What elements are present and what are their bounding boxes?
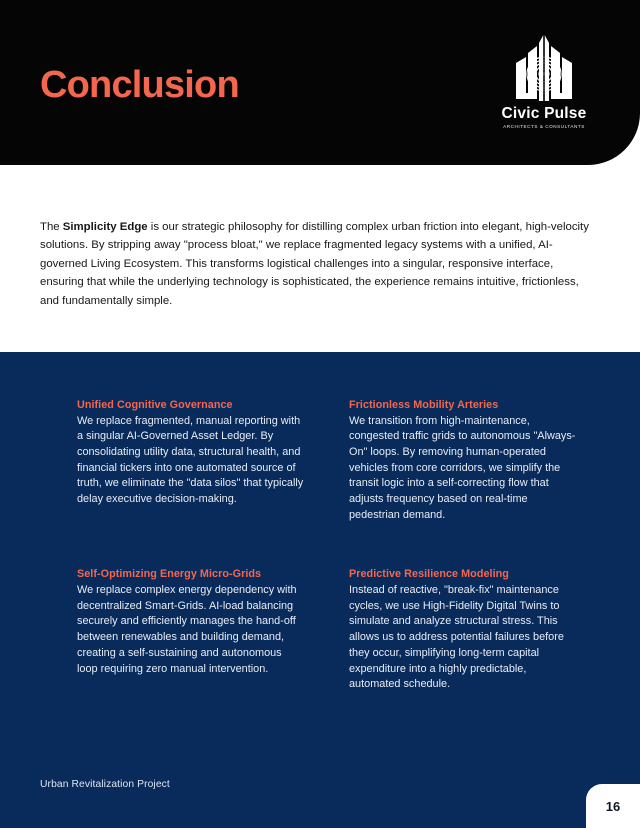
pillar-card-title: Frictionless Mobility Arteries [349,399,499,411]
page-number-badge [586,784,640,828]
intro-body-text: is our strategic philosophy for distilling complex urban friction into elegant, high-velocity solutions. By stripping away "process bloat," we replace fragmented legacy systems with a unified, AI-governed Living Ecosystem. This transforms logistical challenges into a singular, responsive interface, ensuring that while the underlying technology is sophisticated, the experience remains intuitive, frictionless, and fundamentally simple. [40,221,589,307]
intro-paragraph [40,218,594,310]
logo-tagline: ARCHITECTS & CONSULTANTS [503,124,585,130]
pillar-card-text: We replace complex energy dependency with decentralized Smart-Grids. AI-load balancing securely and efficiently manages the hand-off between renewables and building demand, creating a self-sustaining and autonomous loop requiring zero manual intervention. [77,584,297,675]
pillar-card [349,567,577,692]
pillar-card-grid [77,398,577,693]
pillar-card-title: Self-Optimizing Energy Micro-Grids [77,568,262,581]
pillar-card-title: Unified Cognitive Governance [77,399,233,411]
pillar-card-text: We transition from high-maintenance, congested traffic grids to autonomous "Always-On" loops. By removing human-operated vehicles from core corridors, we simplify the transit logic into a self-correcting flow that adjusts frequency based on real-time pedestrian demand. [349,414,576,521]
pillar-card-text: Instead of reactive, "break-fix" maintenance cycles, we use High-Fidelity Digital Twins to simulate and analyze structural stress. This allows us to address potential failures before they occur, simplifying long-term capital expenditure into a highly predictable, automated schedule. [349,584,564,691]
pillar-card [77,398,305,523]
pillar-card-text: We replace fragmented, manual reporting with a singular AI-Governed Asset Ledger. By consolidating utility data, structural health, and financial tickers into one automated source of truth, we eliminate the "data silos" that typically delay executive decision-making. [77,414,304,506]
page-title: Conclusion [40,64,239,106]
logo-name: Civic Pulse [501,105,587,122]
page-header [0,0,640,165]
civic-pulse-building-radar-icon [504,33,584,105]
page-number: 16 [605,798,621,814]
pillar-card [77,567,305,692]
intro-lead-text: The [40,221,63,233]
intro-highlight-term: Simplicity Edge [62,221,148,233]
conclusion-panel [0,352,640,828]
pillar-card-title: Predictive Resilience Modeling [349,568,509,581]
footer-project-label: Urban Revitalization Project [40,779,170,790]
brand-logo [496,33,592,129]
pillar-card [349,398,577,523]
